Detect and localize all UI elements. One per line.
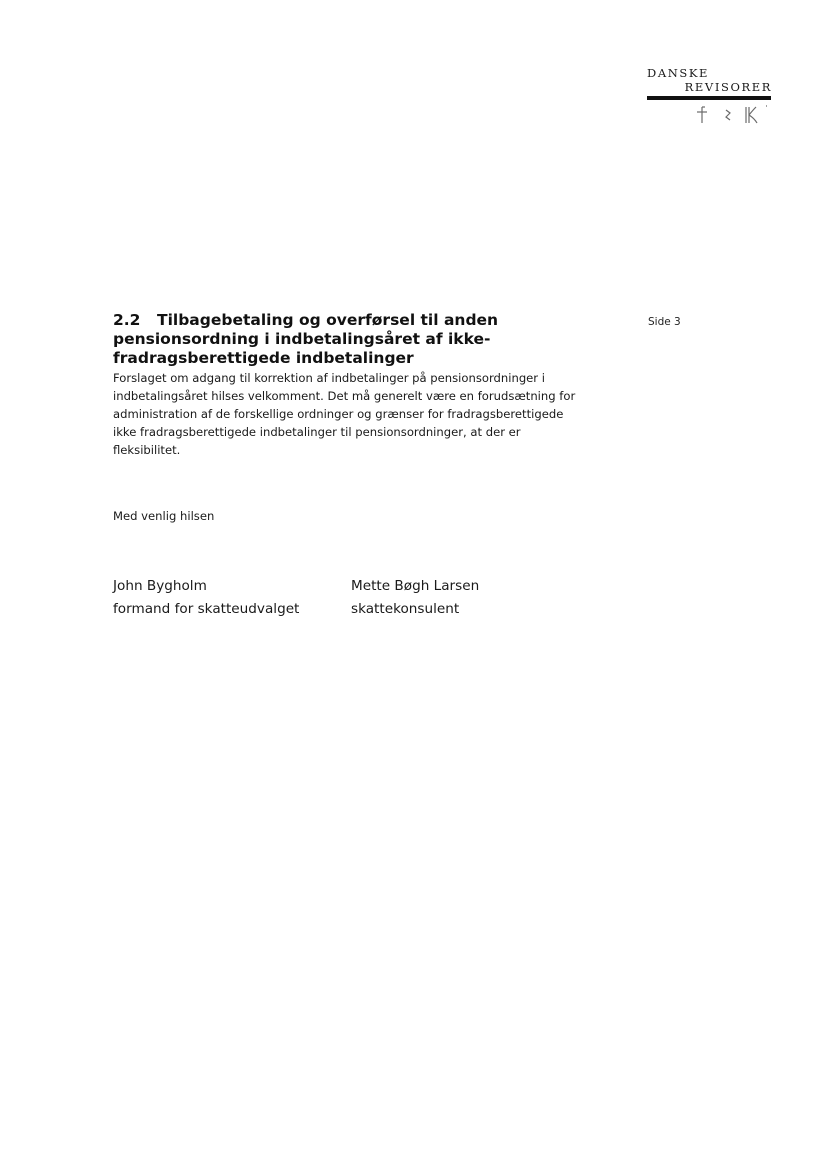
body-line: Forslaget om adgang til korrektion af indbetalinger på pensionsordninger i bbox=[113, 371, 545, 385]
closing-greeting: Med venlig hilsen bbox=[113, 509, 215, 523]
body-line: administration af de forskellige ordninger og grænser for fradragsberettigede bbox=[113, 407, 564, 421]
page-number: Side 3 bbox=[648, 316, 681, 328]
signer-block bbox=[113, 575, 299, 621]
section-2-2 bbox=[113, 311, 603, 459]
section-body bbox=[113, 369, 603, 459]
signer-name: Mette Bøgh Larsen bbox=[351, 578, 480, 594]
section-title-line2: pensionsordning i indbetalingsåret af ikke- bbox=[113, 330, 491, 348]
section-title-line3: fradragsberettigede indbetalinger bbox=[113, 349, 414, 367]
signer-role: formand for skatteudvalget bbox=[113, 601, 300, 617]
section-number: 2.2 bbox=[113, 311, 141, 329]
logo-rule bbox=[647, 96, 771, 100]
section-title-line1: Tilbagebetaling og overførsel til anden bbox=[157, 311, 499, 329]
signer-block bbox=[351, 575, 479, 621]
fsk-logo-mark-icon bbox=[690, 104, 774, 126]
signer-role: skattekonsulent bbox=[351, 601, 460, 617]
body-line: fleksibilitet. bbox=[113, 443, 181, 457]
body-line: indbetalingsåret hilses velkomment. Det må generelt være en forudsætning for bbox=[113, 389, 576, 403]
signer-name: John Bygholm bbox=[113, 578, 207, 594]
logo-text-revisorer: REVISORER bbox=[684, 80, 772, 94]
organization-logo bbox=[640, 66, 772, 130]
logo-text-danske: DANSKE bbox=[647, 66, 710, 80]
section-heading bbox=[113, 311, 603, 368]
body-line: ikke fradragsberettigede indbetalinger til pensionsordninger, at der er bbox=[113, 425, 521, 439]
